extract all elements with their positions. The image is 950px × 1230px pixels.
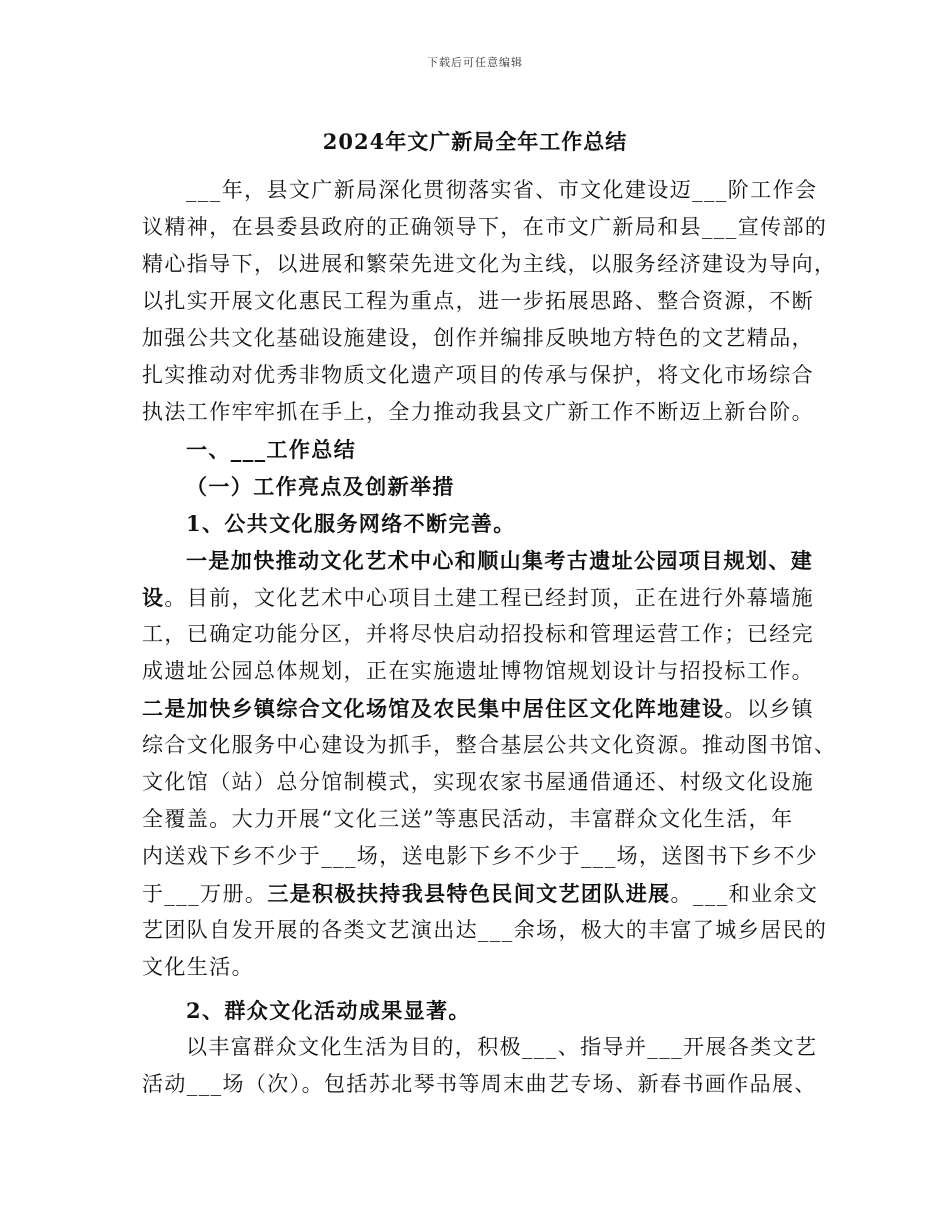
text-segment: 议精神，在县委县政府的正确领导下，在市文广新局和县___宣传部的: [142, 215, 828, 239]
bold-text-segment: （一）工作亮点及创新举措: [186, 474, 455, 499]
text-segment: 以扎实开展文化惠民工程为重点，进一步拓展思路、整合资源，不断: [142, 289, 814, 313]
text-segment: 成遗址公园总体规划，正在实施遗址博物馆规划设计与招投标工作。: [142, 659, 814, 683]
bold-text-segment: 三是积极扶持我县特色民间文艺团队进展: [267, 881, 671, 906]
text-line: [142, 246, 837, 283]
text-segment: 内送戏下乡不少于___场，送电影下乡不少于___场，送图书下乡不少: [142, 844, 819, 868]
text-line: [142, 579, 815, 616]
text-segment: ___年，县文广新局深化贯彻落实省、市文化建设迈___阶工作会: [186, 178, 818, 202]
text-line: [142, 690, 815, 727]
text-line: [142, 468, 812, 505]
text-line: [142, 616, 812, 653]
text-line: [142, 949, 812, 986]
document-title: 2024年文广新局全年工作总结: [322, 129, 628, 154]
text-line: [142, 653, 812, 690]
text-segment: 执法工作牢牢抓在手上，全力推动我县文广新工作不断迈上新台阶。: [142, 400, 814, 424]
text-line: [142, 727, 837, 764]
text-segment: 活动___场（次）。包括苏北琴书等周末曲艺专场、新春书画作品展、: [142, 1072, 817, 1096]
text-segment: 以丰富群众文化生活为目的，积极___、指导并___开展各类文艺: [186, 1035, 818, 1059]
text-segment: 艺团队自发开展的各类文艺演出达___余场，极大的丰富了城乡居民的: [142, 918, 828, 942]
text-line: [142, 1029, 818, 1066]
page-header: 下载后可任意编辑: [427, 56, 523, 69]
text-line: [142, 542, 812, 579]
bold-text-segment: 1、公共文化服务网络不断完善。: [186, 511, 516, 536]
text-segment: 全覆盖。大力开展“文化三送”等惠民活动，丰富群众文化生活，年: [142, 807, 794, 831]
text-line: [142, 1066, 817, 1103]
text-segment: 综合文化服务中心建设为抓手，整合基层公共文化资源。推动图书馆、: [142, 733, 837, 757]
bold-text-segment: 设: [142, 585, 165, 610]
bold-text-segment: 一、___工作总结: [186, 437, 357, 462]
text-line: [142, 764, 812, 801]
text-segment: 。目前，文化艺术中心项目土建工程已经封顶，正在进行外幕墙施: [164, 586, 815, 610]
text-segment: 扎实推动对优秀非物质文化遗产项目的传承与保护，将文化市场综合: [142, 363, 814, 387]
text-line: [142, 992, 812, 1029]
text-line: [142, 320, 812, 357]
text-segment: 文化馆（站）总分馆制模式，实现农家书屋通借通还、村级文化设施: [142, 770, 814, 794]
text-line: [142, 838, 819, 875]
bold-text-segment: 2、群众文化活动成果显著。: [186, 998, 471, 1023]
text-line: [142, 431, 812, 468]
text-line: [142, 357, 812, 394]
text-segment: 精心指导下，以进展和繁荣先进文化为主线，以服务经济建设为导向，: [142, 252, 837, 276]
text-line: [142, 505, 812, 542]
text-segment: 工，已确定功能分区，并将尽快启动招投标和管理运营工作；已经完: [142, 622, 814, 646]
text-line: [142, 875, 819, 912]
text-segment: 。___和业余文: [670, 882, 819, 906]
text-line: [142, 283, 812, 320]
text-line: [142, 172, 818, 209]
text-line: [142, 209, 828, 246]
text-segment: 文化生活。: [142, 955, 254, 979]
text-segment: 。以乡镇: [724, 697, 815, 721]
text-line: [142, 394, 812, 431]
text-line: [142, 801, 812, 838]
text-line: [142, 912, 828, 949]
bold-text-segment: 一是加快推动文化艺术中心和顺山集考古遗址公园项目规划、建: [186, 548, 814, 573]
document-body: [142, 172, 837, 1103]
text-segment: 于___万册。: [142, 882, 268, 906]
text-segment: 加强公共文化基础设施建设，创作并编排反映地方特色的文艺精品，: [142, 326, 814, 350]
bold-text-segment: 二是加快乡镇综合文化场馆及农民集中居住区文化阵地建设: [142, 696, 725, 721]
